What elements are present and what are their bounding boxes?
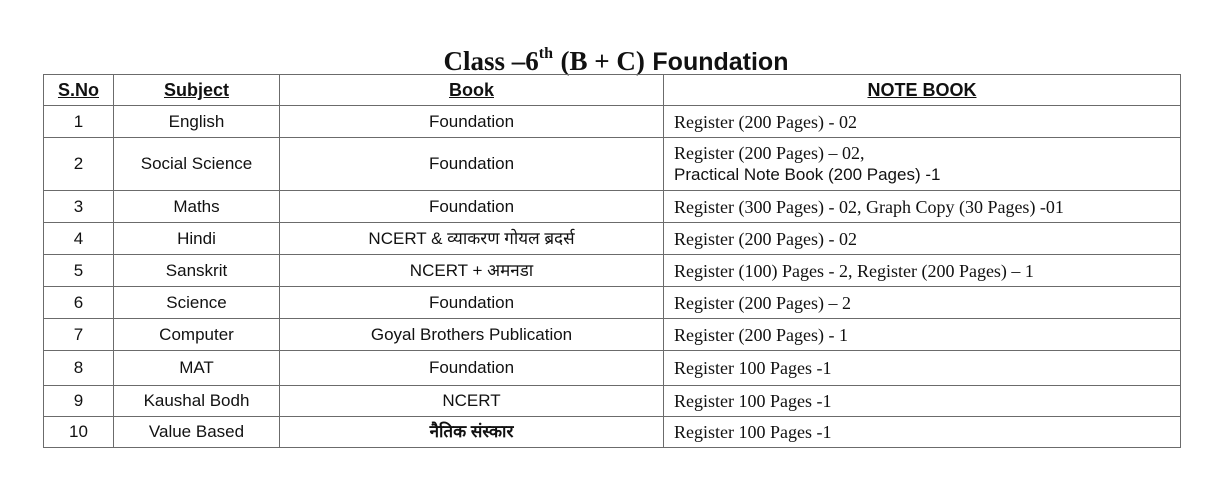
cell-sno: 4	[44, 223, 114, 255]
notebook-line: Register (200 Pages) – 2	[674, 292, 851, 313]
cell-notebook	[664, 191, 1181, 223]
cell-sno: 1	[44, 106, 114, 138]
cell-book: Foundation	[280, 351, 664, 386]
cell-notebook	[664, 319, 1181, 351]
cell-subject: Value Based	[114, 417, 280, 448]
cell-book: Foundation	[280, 287, 664, 319]
table-row	[44, 255, 1181, 287]
table-row	[44, 223, 1181, 255]
notebook-line: Register (200 Pages) - 02	[674, 111, 857, 132]
title-suffix: Foundation	[652, 48, 789, 76]
cell-book: नैतिक संस्कार	[280, 417, 664, 448]
table-row	[44, 138, 1181, 191]
cell-sno: 8	[44, 351, 114, 386]
notebook-line: Register (100) Pages - 2, Register (200 Pages) – 1	[674, 260, 1034, 281]
cell-notebook	[664, 417, 1181, 448]
cell-book: Goyal Brothers Publication	[280, 319, 664, 351]
title-superscript: th	[538, 45, 553, 62]
cell-sno: 3	[44, 191, 114, 223]
cell-notebook	[664, 138, 1181, 191]
table-row	[44, 351, 1181, 386]
cell-subject: MAT	[114, 351, 280, 386]
header-notebook: NOTE BOOK	[664, 75, 1181, 106]
notebook-line: Practical Note Book (200 Pages) -1	[674, 165, 941, 184]
header-book: Book	[280, 75, 664, 106]
cell-book: NCERT + अमनडा	[280, 255, 664, 287]
table-row	[44, 386, 1181, 417]
notebook-line: Register (200 Pages) - 1	[674, 324, 848, 345]
cell-book: Foundation	[280, 106, 664, 138]
title-prefix: Class –6	[443, 46, 539, 76]
table-row	[44, 417, 1181, 448]
cell-notebook	[664, 255, 1181, 287]
cell-book: NCERT & व्याकरण गोयल ब्रदर्स	[280, 223, 664, 255]
title-sections: (B + C)	[560, 46, 645, 76]
cell-sno: 5	[44, 255, 114, 287]
cell-sno: 6	[44, 287, 114, 319]
book-list-table	[43, 74, 1181, 448]
cell-subject: Social Science	[114, 138, 280, 191]
notebook-line: Register 100 Pages -1	[674, 358, 832, 378]
cell-book: NCERT	[280, 386, 664, 417]
header-sno: S.No	[44, 75, 114, 106]
cell-sno: 7	[44, 319, 114, 351]
notebook-line: Register (200 Pages) - 02	[674, 228, 857, 249]
cell-subject: Kaushal Bodh	[114, 386, 280, 417]
cell-notebook	[664, 106, 1181, 138]
cell-sno: 9	[44, 386, 114, 417]
table-header-row	[44, 75, 1181, 106]
cell-notebook	[664, 287, 1181, 319]
cell-subject: English	[114, 106, 280, 138]
notebook-line: Register 100 Pages -1	[674, 391, 832, 411]
cell-subject: Science	[114, 287, 280, 319]
cell-notebook	[664, 386, 1181, 417]
notebook-line: Register (200 Pages) – 02,	[674, 143, 865, 163]
table-row	[44, 319, 1181, 351]
notebook-line: Register (300 Pages) - 02, Graph Copy (30 Pages) -01	[674, 196, 1064, 217]
notebook-line: Register 100 Pages -1	[674, 422, 832, 442]
cell-sno: 2	[44, 138, 114, 191]
cell-sno: 10	[44, 417, 114, 448]
cell-subject: Computer	[114, 319, 280, 351]
table-row	[44, 191, 1181, 223]
cell-book: Foundation	[280, 138, 664, 191]
cell-notebook	[664, 223, 1181, 255]
header-subject: Subject	[114, 75, 280, 106]
table-row	[44, 287, 1181, 319]
cell-subject: Sanskrit	[114, 255, 280, 287]
cell-book: Foundation	[280, 191, 664, 223]
cell-notebook	[664, 351, 1181, 386]
cell-subject: Maths	[114, 191, 280, 223]
cell-subject: Hindi	[114, 223, 280, 255]
table-row	[44, 106, 1181, 138]
